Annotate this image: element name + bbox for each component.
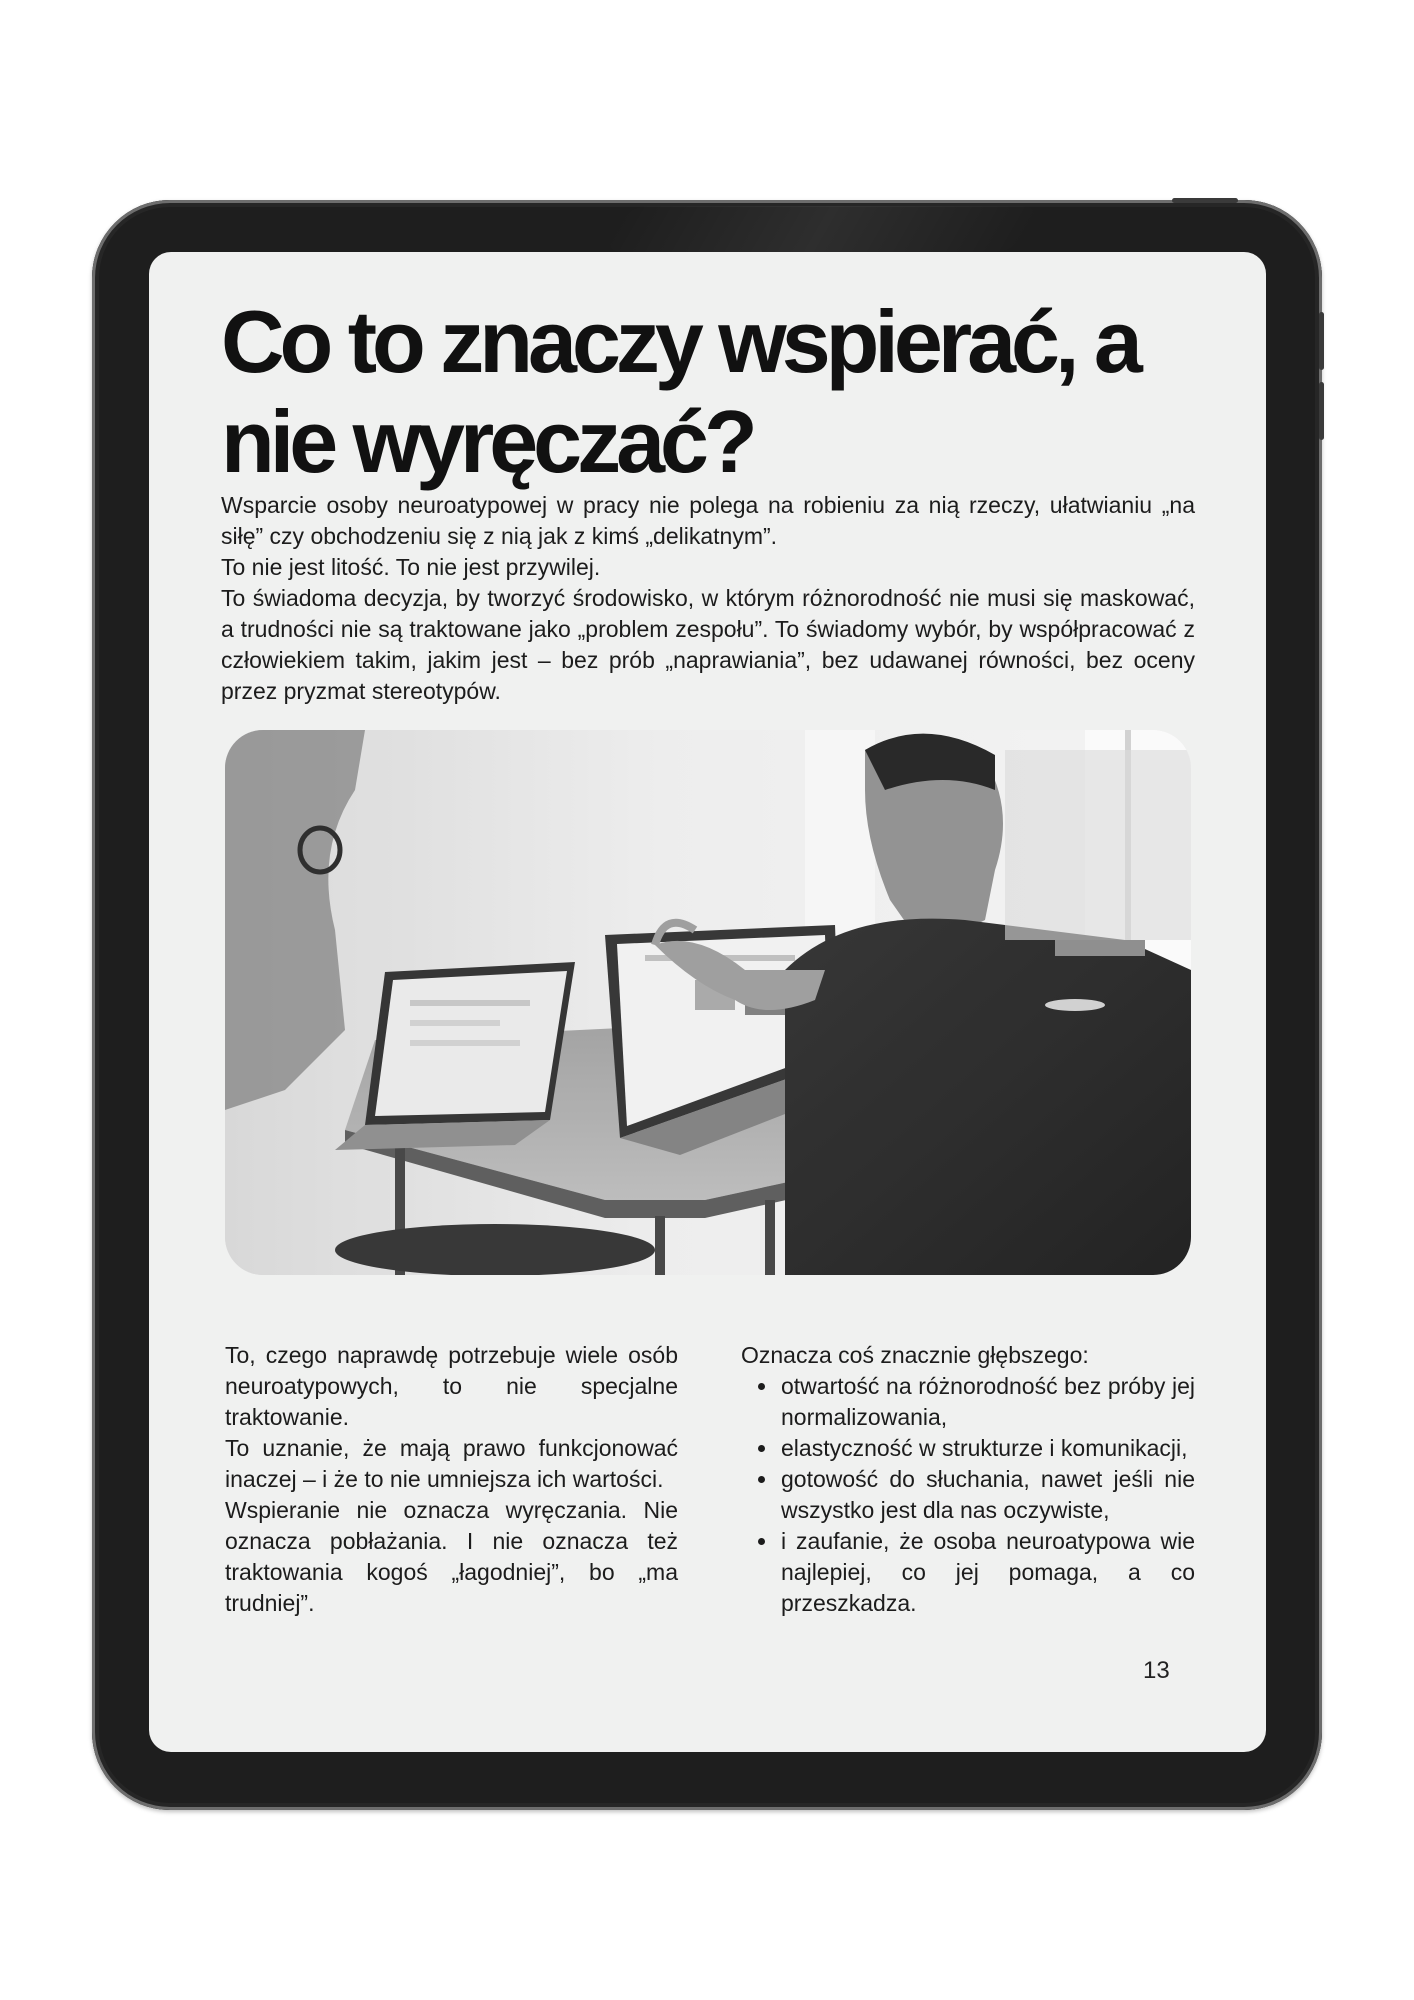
intro-paragraph: Wsparcie osoby neuroatypowej w pracy nie polega na robieniu za nią rzeczy, ułatwianiu „na siłę” czy obchodzeniu się z nią jak z kimś „delikatnym”. bbox=[221, 492, 1195, 549]
page-title: Co to znaczy wspierać, a nie wyręczać? bbox=[221, 292, 1138, 491]
list-item: • otwartość na różnorodność bez próby jej normalizowania, bbox=[779, 1371, 1195, 1433]
tablet-volume-button bbox=[1319, 312, 1324, 370]
office-photo bbox=[225, 730, 1191, 1275]
tablet-top-button bbox=[1172, 198, 1238, 203]
page-number: 13 bbox=[1143, 1657, 1170, 1684]
right-column bbox=[741, 1340, 1195, 1619]
tablet-screen bbox=[149, 252, 1266, 1752]
left-column bbox=[225, 1340, 678, 1619]
tablet-volume-button bbox=[1319, 382, 1324, 440]
frame-sheen bbox=[599, 206, 1046, 252]
list-item: • i zaufanie, że osoba neuroatypowa wie najlepiej, co jej pomaga, a co przeszkadza. bbox=[779, 1526, 1195, 1619]
left-paragraph: To uznanie, że mają prawo funkcjonować inaczej – i że to nie umniejsza ich wartości. bbox=[225, 1435, 678, 1492]
left-paragraph: Wspieranie nie oznacza wyręczania. Nie oznacza pobłażania. I nie oznacza też traktowania kogoś „łagodniej”, bo „ma trudniej”. bbox=[225, 1497, 678, 1616]
left-paragraph: To, czego naprawdę potrzebuje wiele osób neuroatypowych, to nie specjalne traktowanie. bbox=[225, 1342, 678, 1430]
intro-text bbox=[221, 490, 1195, 707]
list-item: • elastyczność w strukturze i komunikacji, bbox=[779, 1433, 1195, 1464]
bullet-list bbox=[741, 1371, 1195, 1619]
right-lead: Oznacza coś znacznie głębszego: bbox=[741, 1342, 1089, 1368]
intro-paragraph: To świadoma decyzja, by tworzyć środowisko, w którym różnorodność nie musi się maskować, a trudności nie są traktowane jako „problem zespołu”. To świadomy wybór, by współpracować z człowiekiem takim, jakim jest – bez prób „naprawiania”, bez udawanej równości, bez oceny przez pryzmat stereotypów. bbox=[221, 585, 1195, 704]
list-item: • gotowość do słuchania, nawet jeśli nie wszystko jest dla nas oczywiste, bbox=[779, 1464, 1195, 1526]
intro-paragraph: To nie jest litość. To nie jest przywilej. bbox=[221, 554, 601, 580]
